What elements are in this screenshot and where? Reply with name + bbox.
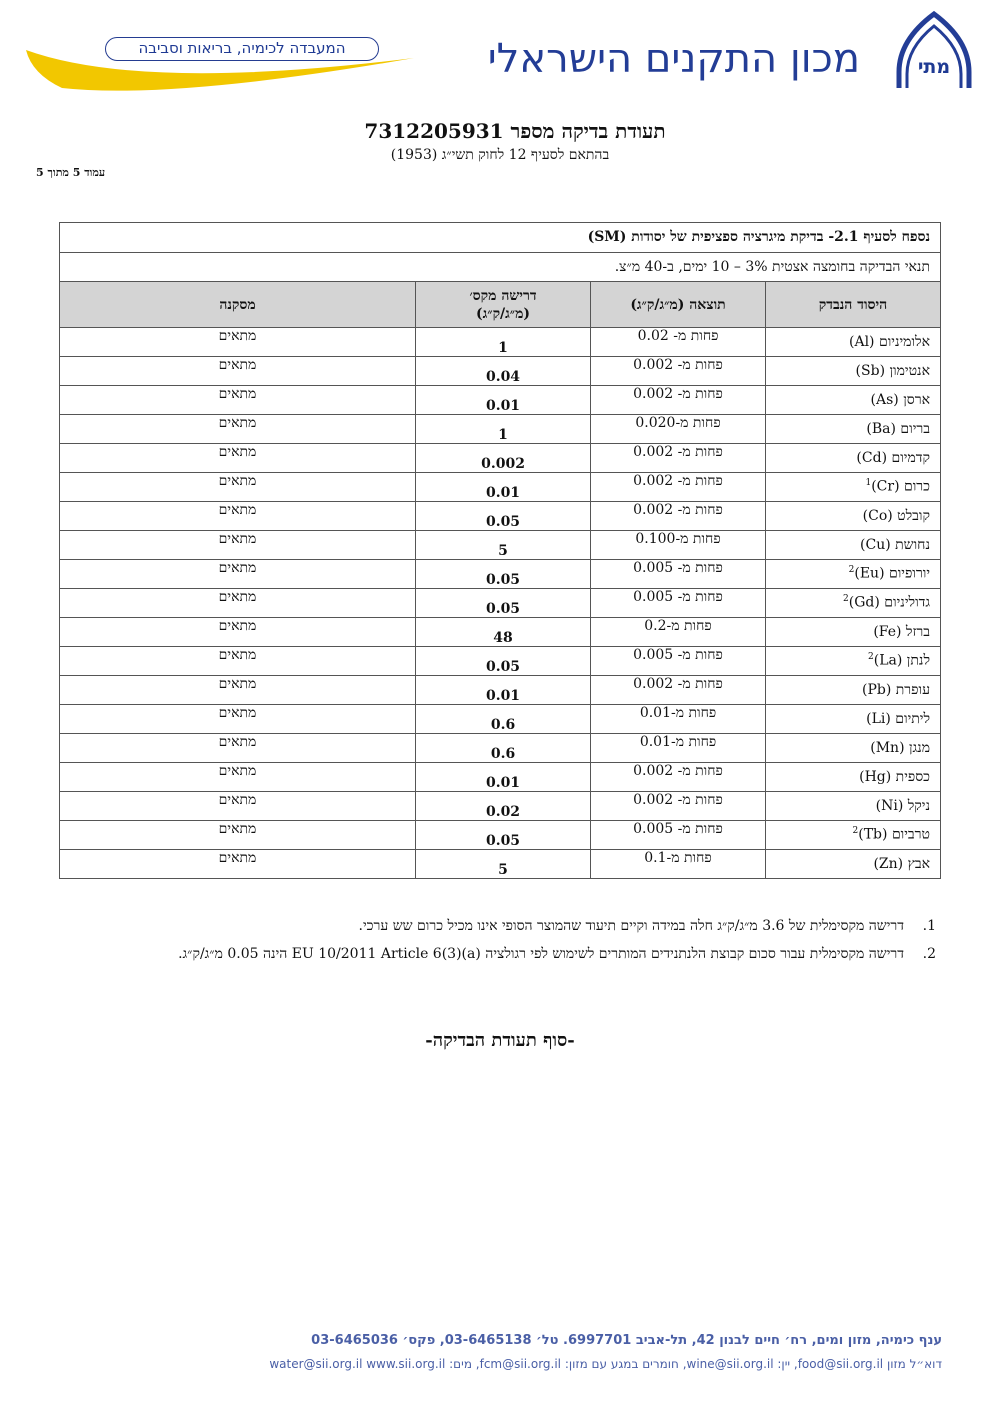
header-element: היסוד הנבדק [766,282,941,328]
table-row [60,560,941,589]
cell-conclusion: מתאים [60,386,416,415]
certificate-title: תעודת בדיקה מספר 7312205931 [364,119,666,143]
cell-requirement: 0.01 [416,676,591,705]
cell-result: פחות מ-0.020 [591,415,766,444]
cell-result: פחות מ-0.1 [591,850,766,879]
cell-result: פחות מ-0.2 [591,618,766,647]
footnote-ref: 2 [852,826,859,837]
cell-element [766,850,941,879]
cell-result: פחות מ- 0.005 [591,647,766,676]
cell-result: פחות מ- 0.002 [591,502,766,531]
cell-requirement: 0.6 [416,705,591,734]
cell-conclusion: מתאים [60,531,416,560]
element-name: עופרת (Pb) [861,681,931,698]
table-row [60,502,941,531]
cell-conclusion: מתאים [60,792,416,821]
footnote [80,945,940,964]
footnotes-list [80,917,940,973]
test-conditions-row [60,253,941,282]
cell-requirement: 0.04 [416,357,591,386]
cell-conclusion: מתאים [60,328,416,357]
cell-element [766,560,941,589]
logo-text: מתי [917,56,951,78]
footnote [80,917,940,936]
header-conclusion: מסקנה [60,282,416,328]
footnote-ref: 2 [848,565,855,576]
cell-element [766,444,941,473]
header-requirement [416,282,591,328]
cell-element [766,647,941,676]
cell-element [766,415,941,444]
cell-requirement: 1 [416,328,591,357]
cell-conclusion: מתאים [60,415,416,444]
cell-element [766,531,941,560]
cell-result: פחות מ-0.01 [591,705,766,734]
cell-conclusion: מתאים [60,676,416,705]
table-header-row [60,282,941,328]
cell-requirement: 1 [416,415,591,444]
cell-element [766,763,941,792]
cell-result: פחות מ- 0.002 [591,357,766,386]
institute-name: מכון התקנים הישראלי [487,36,860,82]
element-name: אלומיניום (Al) [848,333,931,350]
table-row [60,415,941,444]
element-name: יורופיום (Eu) [854,565,931,582]
table-row [60,444,941,473]
footer-address: רח׳ חיים לבנון 42, תל-אביב 6997701. טל׳ 03-6465138, פקס׳ 03-6465036 [311,1333,812,1348]
footnote-number: 1. [922,918,936,934]
page-counter: עמוד 5 מתוך 5 [36,166,106,179]
element-name: מנגן (Mn) [870,739,931,756]
table-row [60,763,941,792]
cell-requirement: 0.002 [416,444,591,473]
cell-conclusion: מתאים [60,357,416,386]
element-name: אנטימון (Sb) [855,362,931,379]
cell-result: פחות מ- 0.005 [591,589,766,618]
end-of-certificate: -סוף תעודת הבדיקה- [425,1030,575,1051]
migration-results-table [59,222,941,879]
table-row [60,473,941,502]
table-row [60,705,941,734]
footnote-text: דרישה מקסימלית עבור סכום קבוצת הלנתנידים המותרים לשימוש לפי רגולציה EU 10/2011 Article 6(3)(a) הינה 0.05 מ״ג/ק״ג. [178,946,904,962]
cell-requirement: 5 [416,850,591,879]
cell-result: פחות מ-0.100 [591,531,766,560]
table-row [60,792,941,821]
cell-element [766,792,941,821]
cell-result: פחות מ- 0.02 [591,328,766,357]
certificate-subtitle: בהתאם לסעיף 12 לחוק תשי״ג (1953) [390,147,610,163]
cell-element [766,386,941,415]
cell-element [766,734,941,763]
footnote-ref: 1 [865,478,872,489]
footer-contact-line [311,1333,942,1348]
table-row [60,850,941,879]
cell-result: פחות מ- 0.002 [591,792,766,821]
table-row [60,328,941,357]
element-name: גדוליניום (Gd) [848,594,931,611]
cell-conclusion: מתאים [60,560,416,589]
element-name: ארסן (As) [870,391,931,408]
cell-conclusion: מתאים [60,705,416,734]
table-row [60,734,941,763]
footnote-ref: 2 [843,594,849,605]
cell-requirement: 0.05 [416,589,591,618]
cell-element [766,357,941,386]
cell-conclusion: מתאים [60,734,416,763]
cell-element [766,705,941,734]
footer-branch: ענף כימיה, מזון ומים, [811,1333,942,1348]
cell-conclusion: מתאים [60,444,416,473]
cell-requirement: 0.6 [416,734,591,763]
element-name: קדמיום (Cd) [856,449,931,466]
element-name: ניקל (Ni) [875,797,931,814]
cell-element [766,618,941,647]
element-name: כרום (Cr) [871,478,931,495]
footnote-text: דרישה מקסימלית של 3.6 מ״ג/ק״ג חלה במידה וקיים תיעוד שהמוצר הסופי אינו מכיל כרום שש ערכי. [358,918,904,934]
cell-conclusion: מתאים [60,473,416,502]
element-name: ליתיום (Li) [866,710,931,727]
cell-element [766,821,941,850]
cell-requirement: 0.05 [416,560,591,589]
cell-element [766,589,941,618]
cell-element [766,328,941,357]
table-row [60,647,941,676]
lab-name-badge: המעבדה לכימיה, בריאות וסביבה [105,37,379,61]
table-row [60,589,941,618]
cell-conclusion: מתאים [60,589,416,618]
cell-requirement: 5 [416,531,591,560]
cell-conclusion: מתאים [60,763,416,792]
element-name: אבץ (Zn) [873,855,931,872]
cell-result: פחות מ-0.01 [591,734,766,763]
table-row [60,821,941,850]
footnote-number: 2. [922,946,936,962]
cell-conclusion: מתאים [60,618,416,647]
cell-requirement: 48 [416,618,591,647]
table-row [60,618,941,647]
cell-result: פחות מ- 0.002 [591,763,766,792]
cell-requirement: 0.01 [416,763,591,792]
cell-conclusion: מתאים [60,850,416,879]
cell-requirement: 0.05 [416,647,591,676]
cell-requirement: 0.05 [416,502,591,531]
table-row [60,357,941,386]
annex-title: נספח לסעיף 2.1- בדיקת מיגרציה ספציפית של יסודות (SM) [60,223,941,253]
cell-element [766,676,941,705]
header-requirement-line1: דרישה מקס׳ [469,287,537,304]
cell-conclusion: מתאים [60,647,416,676]
cell-requirement: 0.01 [416,473,591,502]
cell-result: פחות מ- 0.002 [591,444,766,473]
element-name: טרביום (Tb) [858,826,931,843]
cell-result: פחות מ- 0.002 [591,386,766,415]
header-result: תוצאה (מ״ג/ק״ג) [591,282,766,328]
element-name: ברזל (Fe) [873,623,931,640]
cell-result: פחות מ- 0.002 [591,473,766,502]
table-row [60,676,941,705]
annex-title-row [60,223,941,253]
cell-result: פחות מ- 0.005 [591,821,766,850]
cell-conclusion: מתאים [60,821,416,850]
cell-result: פחות מ- 0.005 [591,560,766,589]
table-row [60,386,941,415]
element-name: נחושת (Cu) [860,536,931,553]
cell-element [766,473,941,502]
logo-arch-icon [893,10,975,92]
cell-element [766,502,941,531]
element-name: כספית (Hg) [859,768,931,785]
cell-conclusion: מתאים [60,502,416,531]
cell-result: פחות מ- 0.002 [591,676,766,705]
test-conditions: תנאי הבדיקה בחומצה אצטית 3% – 10 ימים, ב-40 מ״צ. [60,253,941,282]
cell-requirement: 0.01 [416,386,591,415]
table-row [60,531,941,560]
cell-requirement: 0.02 [416,792,591,821]
footnote-ref: 2 [868,652,874,663]
institute-logo [893,10,975,92]
footer-emails: דוא״ל מזון food@sii.org.il, יין: wine@sii.org.il, חומרים במגע עם מזון: fcm@sii.org.il, מים: water@sii.org.il www.sii.org.il [269,1357,942,1371]
element-name: קובלט (Co) [862,507,931,524]
element-name: לנתן (La) [873,652,931,669]
element-name: בריום (Ba) [866,420,931,437]
header-requirement-line2: (מ״ג/ק״ג) [476,305,531,322]
cell-requirement: 0.05 [416,821,591,850]
